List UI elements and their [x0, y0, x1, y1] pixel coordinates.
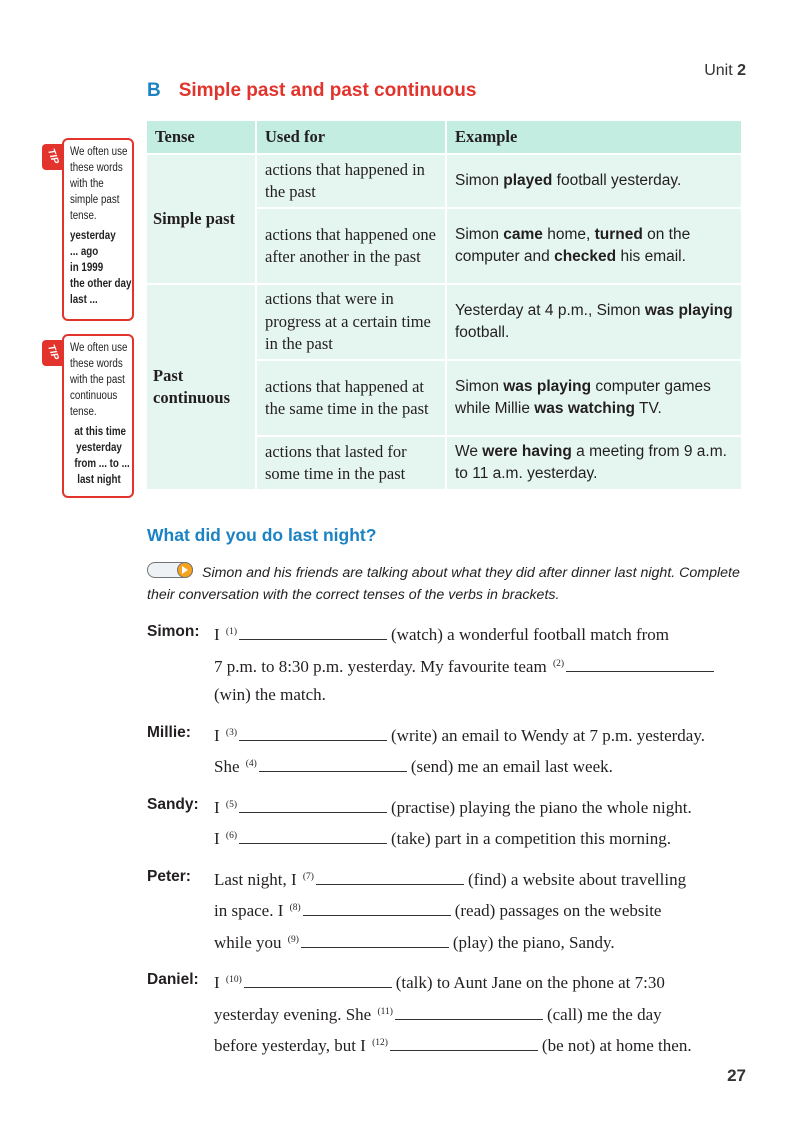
section-letter: B	[147, 80, 161, 101]
dialogue-text: (call) me the day	[546, 1004, 662, 1024]
tip-line: these words	[70, 162, 123, 174]
answer-blank[interactable]	[239, 624, 387, 640]
example-text: on the computer and	[455, 225, 691, 265]
tense-past-continuous: Past continuous	[147, 284, 256, 489]
example-cell	[446, 284, 742, 360]
tip-tab-1	[42, 144, 62, 170]
dialogue-line	[214, 822, 757, 854]
dialogue	[147, 618, 757, 1070]
tip-line: tense.	[70, 406, 97, 418]
table-header-used-for: Used for	[256, 121, 446, 154]
example-text: computer games while Millie	[455, 377, 711, 417]
grammar-table	[147, 121, 743, 489]
used-for-cell: actions that happened in the past	[256, 154, 446, 208]
tip-line: with the past	[70, 374, 125, 386]
used-for-cell: actions that were in progress at a certain time in the past	[256, 284, 446, 360]
dialogue-line	[214, 863, 757, 895]
dialogue-turn	[147, 863, 757, 958]
speaker-name: Peter:	[147, 867, 191, 885]
speaker-name: Simon:	[147, 623, 200, 640]
blank-number: (2)	[552, 658, 565, 669]
blank-number: (8)	[289, 903, 301, 913]
blank-number: (1)	[225, 627, 237, 637]
example-text: Simon	[455, 225, 504, 243]
example-text: Yesterday at 4 p.m., Simon	[455, 301, 645, 319]
tip-line: simple past	[70, 194, 120, 206]
dialogue-line	[214, 719, 757, 751]
tip-line: with the	[70, 178, 104, 190]
example-text: We	[455, 442, 483, 460]
dialogue-text: in space. I	[214, 901, 288, 920]
dialogue-text: I	[214, 625, 224, 644]
dialogue-line	[214, 966, 757, 998]
tip-intro	[70, 340, 128, 420]
table-row	[147, 284, 742, 360]
speaker-lines	[214, 791, 757, 854]
example-text: football.	[455, 324, 510, 341]
answer-blank[interactable]	[244, 972, 392, 988]
tip-line: last night	[77, 474, 121, 486]
dialogue-text: (practise) playing the piano the whole night.	[391, 797, 692, 817]
table-header-tense: Tense	[147, 121, 256, 154]
dialogue-turn	[147, 966, 757, 1061]
answer-blank[interactable]	[395, 1004, 543, 1020]
tip-line: We often use	[70, 146, 128, 158]
exercise-instruction: Simon and his friends are talking about what they did after dinner last night. Complete their conversation with the correct tenses of the verbs in brackets.	[147, 565, 740, 603]
dialogue-text: before yesterday, but I	[214, 1036, 371, 1055]
blank-number: (3)	[225, 727, 237, 738]
dialogue-line	[214, 750, 757, 782]
answer-blank[interactable]	[390, 1035, 538, 1051]
speaker-lines	[214, 719, 757, 782]
tip-box-past-continuous	[62, 334, 134, 498]
tip-box-simple-past	[62, 138, 134, 321]
table-header-example: Example	[446, 121, 742, 154]
speaker-lines	[214, 618, 757, 710]
tip-line: these words	[70, 358, 123, 370]
dialogue-text: She	[214, 757, 244, 776]
used-for-cell: actions that happened at the same time in the past	[256, 360, 446, 436]
unit-number: 2	[737, 62, 746, 79]
example-text: TV.	[635, 400, 662, 417]
unit-label-text: Unit	[704, 62, 733, 79]
dialogue-text: (find) a website about travelling	[467, 869, 687, 889]
dialogue-line	[214, 894, 757, 926]
speaker-name: Sandy:	[147, 795, 199, 813]
dialogue-text: (win) the match.	[214, 685, 326, 704]
blank-number: (10)	[225, 975, 242, 985]
example-cell	[446, 208, 742, 284]
example-text: home,	[542, 225, 595, 243]
tip-line: last ...	[70, 294, 98, 306]
example-verb: was watching	[534, 400, 636, 417]
dialogue-text: I	[214, 725, 224, 745]
dialogue-line	[214, 681, 757, 710]
blank-number: (5)	[225, 799, 237, 810]
tip-tab-label: TIP	[44, 343, 61, 362]
tip-words	[70, 228, 132, 308]
blank-number: (9)	[287, 934, 299, 945]
example-verb: were having	[482, 442, 572, 460]
blank-number: (4)	[245, 759, 257, 769]
table-row	[147, 154, 742, 208]
dialogue-text: I	[214, 829, 224, 848]
dialogue-text: (take) part in a competition this morning.	[391, 829, 671, 848]
dialogue-turn	[147, 719, 757, 782]
answer-blank[interactable]	[316, 869, 464, 885]
tip-line: yesterday	[70, 230, 116, 242]
tense-simple-past: Simple past	[147, 154, 256, 284]
answer-blank[interactable]	[301, 932, 449, 948]
dialogue-text: I	[214, 797, 224, 817]
exercise-heading: What did you do last night?	[147, 525, 377, 545]
dialogue-text: I	[214, 973, 224, 992]
blank-number: (7)	[302, 871, 314, 882]
tip-line: tense.	[70, 210, 97, 222]
used-for-cell: actions that lasted for some time in the past	[256, 436, 446, 489]
speaker-name: Daniel:	[147, 971, 199, 988]
tip-line: at this time	[74, 426, 126, 438]
dialogue-text: (read) passages on the website	[454, 901, 662, 920]
section-title	[147, 80, 476, 102]
example-verb: was playing	[644, 301, 733, 319]
used-for-cell: actions that happened one after another in the past	[256, 208, 446, 284]
dialogue-text: while you	[214, 932, 286, 952]
tip-tab-2	[42, 340, 62, 366]
tip-line: ... ago	[70, 246, 99, 258]
speaker-lines	[214, 966, 757, 1061]
example-verb: turned	[594, 225, 643, 243]
section-title-text: Simple past and past continuous	[178, 80, 477, 101]
dialogue-text: yesterday evening. She	[214, 1004, 376, 1024]
tip-line: the other day	[70, 278, 132, 290]
tip-line: We often use	[70, 342, 128, 354]
page-number: 27	[727, 1066, 746, 1085]
dialogue-line	[214, 791, 757, 823]
dialogue-text: (play) the piano, Sandy.	[452, 932, 615, 952]
example-text: his email.	[616, 248, 686, 265]
example-text: Simon	[455, 377, 504, 395]
dialogue-line	[214, 650, 757, 682]
speaker-name: Millie:	[147, 723, 191, 741]
example-verb: played	[503, 171, 553, 189]
blank-number: (11)	[377, 1006, 393, 1017]
tip-intro	[70, 144, 128, 224]
answer-blank[interactable]	[239, 725, 387, 741]
example-text: Simon	[455, 171, 504, 189]
dialogue-text: (watch) a wonderful football match from	[391, 625, 670, 644]
answer-blank[interactable]	[259, 756, 407, 772]
example-verb: came	[503, 225, 543, 243]
example-verb: was playing	[503, 377, 592, 395]
answer-blank[interactable]	[239, 828, 387, 844]
dialogue-text: Last night, I	[214, 869, 301, 889]
tip-line: yesterday	[76, 442, 122, 454]
tip-line: in 1999	[70, 262, 104, 274]
example-text: a meeting from 9 a.m. to 11 a.m. yesterday.	[455, 442, 727, 482]
example-cell	[446, 360, 742, 436]
example-cell	[446, 436, 742, 489]
tip-words	[74, 424, 130, 488]
dialogue-text: (write) an email to Wendy at 7 p.m. yesterday.	[391, 725, 705, 745]
blank-number: (6)	[225, 831, 237, 841]
dialogue-text: (talk) to Aunt Jane on the phone at 7:30	[395, 973, 665, 992]
answer-blank[interactable]	[566, 656, 714, 672]
table-header-row	[147, 121, 742, 154]
dialogue-line	[214, 998, 757, 1030]
example-cell	[446, 154, 742, 208]
example-verb: checked	[554, 248, 617, 265]
dialogue-line	[214, 618, 757, 650]
dialogue-text: (send) me an email last week.	[410, 757, 613, 776]
answer-blank[interactable]	[239, 797, 387, 813]
speaker-lines	[214, 863, 757, 958]
tip-line: from ... to ...	[74, 458, 130, 470]
unit-label	[704, 62, 746, 80]
dialogue-line	[214, 1029, 757, 1061]
tip-tab-label: TIP	[44, 147, 61, 166]
tip-line: continuous	[70, 390, 118, 402]
dialogue-line	[214, 926, 757, 958]
example-text: football yesterday.	[552, 171, 682, 189]
dialogue-text: 7 p.m. to 8:30 p.m. yesterday. My favourite team	[214, 656, 551, 676]
blank-number: (12)	[372, 1038, 388, 1048]
dialogue-turn	[147, 618, 757, 710]
dialogue-turn	[147, 791, 757, 854]
dialogue-text: (be not) at home then.	[541, 1036, 692, 1055]
answer-blank[interactable]	[303, 900, 451, 916]
